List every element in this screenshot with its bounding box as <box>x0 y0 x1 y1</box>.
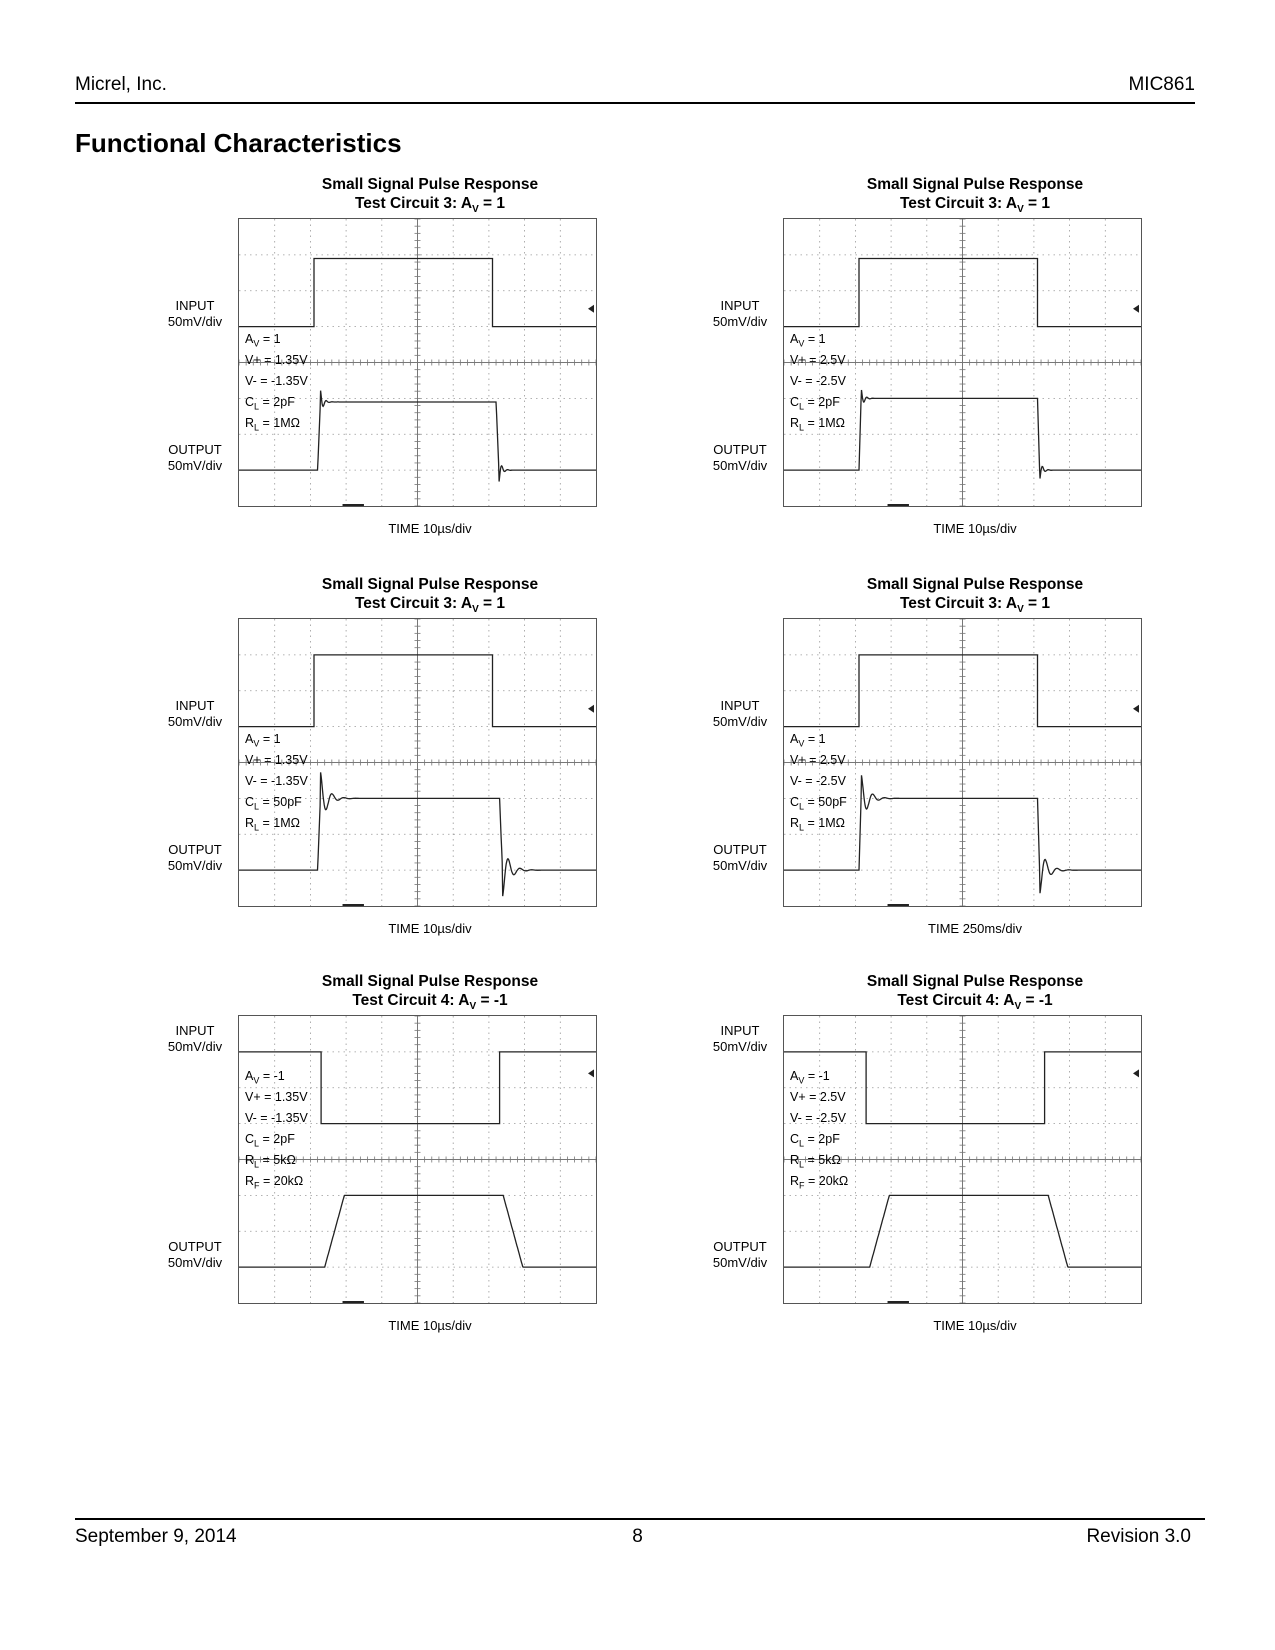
scope-screen <box>238 618 597 907</box>
test-condition <box>790 1089 848 1110</box>
input-channel-label <box>701 298 779 330</box>
chart-title-line1: Small Signal Pulse Response <box>866 973 1084 990</box>
trigger-level-marker <box>588 1069 594 1077</box>
x-axis-label: TIME 10µs/div <box>933 521 1017 536</box>
chart-subtitle-sub: V <box>472 604 479 616</box>
output-label-scale: 50mV/div <box>167 457 223 473</box>
condition-main: V+ = 1.35V <box>245 753 308 767</box>
condition-tail: = 2pF <box>259 1132 295 1146</box>
chart-title-line1: Small Signal Pulse Response <box>321 973 539 990</box>
input-label-scale: 50mV/div <box>712 714 768 730</box>
footer-rule <box>75 1518 1205 1520</box>
condition-tail: = 1 <box>259 732 281 746</box>
chart-subtitle-tail: = -1 <box>1021 992 1053 1009</box>
condition-tail: = 1MΩ <box>259 816 301 830</box>
chart-subtitle-main: Test Circuit 3: A <box>354 195 473 212</box>
chart-subtitle-tail: = 1 <box>478 595 506 612</box>
x-axis-label: TIME 10µs/div <box>388 521 472 536</box>
input-channel-label <box>701 1023 779 1055</box>
condition-main: A <box>245 332 254 346</box>
input-label-name: INPUT <box>720 1023 760 1039</box>
test-condition <box>245 794 308 815</box>
chart-subtitle-main: Test Circuit 4: A <box>897 992 1015 1009</box>
output-label-name: OUTPUT <box>168 1238 222 1254</box>
output-label-scale: 50mV/div <box>712 857 768 873</box>
trigger-level-marker <box>1133 1069 1139 1077</box>
test-condition <box>790 415 846 436</box>
chart-title-line2 <box>170 594 690 619</box>
condition-tail: = 1MΩ <box>804 816 846 830</box>
scope-screen <box>238 218 597 507</box>
condition-sub: L <box>799 822 805 833</box>
output-channel-label <box>156 842 234 874</box>
condition-sub: V <box>253 738 260 749</box>
output-label-name: OUTPUT <box>713 1238 767 1254</box>
trigger-level-marker <box>588 705 594 713</box>
chart-subtitle-sub: V <box>1014 1001 1022 1013</box>
condition-tail: = 5kΩ <box>804 1153 841 1167</box>
output-label-name: OUTPUT <box>168 841 222 857</box>
header-rule <box>75 102 1195 104</box>
test-condition <box>790 1131 848 1152</box>
test-condition <box>245 752 308 773</box>
condition-main: C <box>790 1132 800 1146</box>
input-label-scale: 50mV/div <box>167 1039 223 1055</box>
condition-sub: V <box>798 338 805 349</box>
chart-subtitle-main: Test Circuit 3: A <box>899 195 1018 212</box>
condition-main: R <box>790 1153 800 1167</box>
output-label-name: OUTPUT <box>713 841 767 857</box>
chart-subtitle-tail: = 1 <box>1023 195 1051 212</box>
input-label-scale: 50mV/div <box>167 714 223 730</box>
test-condition <box>790 352 846 373</box>
condition-main: V+ = 1.35V <box>245 353 308 367</box>
condition-sub: L <box>254 822 260 833</box>
condition-main: A <box>790 1069 799 1083</box>
input-label-name: INPUT <box>720 298 760 314</box>
chart-title-line1: Small Signal Pulse Response <box>866 576 1084 593</box>
chart-title-line1: Small Signal Pulse Response <box>866 176 1084 193</box>
condition-tail: = 20kΩ <box>804 1174 849 1188</box>
chart-title <box>715 972 1235 1016</box>
output-label-scale: 50mV/div <box>167 1254 223 1270</box>
scope-screen <box>783 1015 1142 1304</box>
condition-tail: = 2pF <box>804 1132 840 1146</box>
test-condition <box>245 773 308 794</box>
input-channel-label <box>156 1023 234 1055</box>
condition-main: V+ = 2.5V <box>790 353 846 367</box>
output-label-scale: 50mV/div <box>167 857 223 873</box>
chart-title-line2 <box>715 991 1235 1016</box>
test-condition <box>790 731 847 752</box>
chart-title-line1: Small Signal Pulse Response <box>321 576 539 593</box>
input-label-scale: 50mV/div <box>167 314 223 330</box>
scope-chart <box>712 575 1235 960</box>
condition-sub: F <box>254 1180 260 1191</box>
condition-main: A <box>245 1069 254 1083</box>
condition-main: C <box>245 1132 255 1146</box>
condition-main: A <box>790 332 799 346</box>
test-condition <box>245 1173 308 1194</box>
condition-main: R <box>245 816 255 830</box>
condition-main: V+ = 1.35V <box>245 1090 308 1104</box>
condition-tail: = 5kΩ <box>259 1153 296 1167</box>
test-condition <box>245 415 308 436</box>
header-company: Micrel, Inc. <box>75 74 167 95</box>
output-channel-label <box>156 442 234 474</box>
condition-tail: = 20kΩ <box>259 1174 304 1188</box>
test-condition <box>245 373 308 394</box>
test-condition <box>790 794 847 815</box>
scope-screen <box>783 218 1142 507</box>
condition-main: R <box>245 1153 255 1167</box>
scope-chart <box>167 175 690 560</box>
condition-sub: L <box>254 801 260 812</box>
condition-tail: = 1MΩ <box>259 416 301 430</box>
output-label-scale: 50mV/div <box>712 457 768 473</box>
condition-sub: L <box>799 401 805 412</box>
condition-main: R <box>790 1174 800 1188</box>
chart-subtitle-tail: = 1 <box>478 195 506 212</box>
condition-sub: V <box>253 338 260 349</box>
condition-tail: = 1MΩ <box>804 416 846 430</box>
condition-main: A <box>245 732 254 746</box>
test-condition <box>245 1152 308 1173</box>
test-condition <box>245 331 308 352</box>
test-conditions <box>245 731 308 836</box>
chart-subtitle-tail: = 1 <box>1023 595 1051 612</box>
test-conditions <box>790 1068 848 1194</box>
output-channel-label <box>701 442 779 474</box>
test-condition <box>245 1089 308 1110</box>
condition-tail: = 1 <box>804 332 826 346</box>
condition-tail: = 2pF <box>259 395 295 409</box>
scope-chart <box>167 972 690 1357</box>
condition-tail: = 1 <box>804 732 826 746</box>
output-label-name: OUTPUT <box>168 441 222 457</box>
condition-main: A <box>790 732 799 746</box>
condition-main: C <box>245 795 255 809</box>
output-label-name: OUTPUT <box>713 441 767 457</box>
scope-screen <box>783 618 1142 907</box>
condition-main: V- = -1.35V <box>245 1111 308 1125</box>
condition-tail: = 50pF <box>259 795 302 809</box>
condition-main: V+ = 2.5V <box>790 753 846 767</box>
input-label-name: INPUT <box>175 298 215 314</box>
chart-title <box>170 972 690 1016</box>
output-channel-label <box>701 842 779 874</box>
test-condition <box>245 815 308 836</box>
condition-sub: L <box>799 422 805 433</box>
condition-tail: = 2pF <box>804 395 840 409</box>
condition-main: V- = -2.5V <box>790 774 846 788</box>
input-channel-label <box>156 698 234 730</box>
condition-sub: L <box>254 422 260 433</box>
test-condition <box>790 331 846 352</box>
trigger-level-marker <box>1133 305 1139 313</box>
condition-main: R <box>790 416 800 430</box>
scope-chart <box>167 575 690 960</box>
test-condition <box>790 1152 848 1173</box>
condition-main: C <box>245 395 255 409</box>
condition-main: V+ = 2.5V <box>790 1090 846 1104</box>
test-conditions <box>790 331 846 436</box>
footer-page-number: 8 <box>632 1526 643 1547</box>
input-label-name: INPUT <box>720 698 760 714</box>
chart-title <box>170 575 690 619</box>
condition-sub: L <box>799 801 805 812</box>
condition-main: C <box>790 795 800 809</box>
condition-sub: L <box>799 1138 805 1149</box>
chart-title <box>715 175 1235 219</box>
x-axis-label: TIME 10µs/div <box>933 1318 1017 1333</box>
section-title: Functional Characteristics <box>75 128 402 158</box>
output-label-scale: 50mV/div <box>712 1254 768 1270</box>
scope-chart <box>712 972 1235 1357</box>
test-condition <box>245 352 308 373</box>
condition-main: R <box>245 1174 255 1188</box>
trigger-level-marker <box>588 305 594 313</box>
test-condition <box>245 731 308 752</box>
scope-screen <box>238 1015 597 1304</box>
chart-title <box>715 575 1235 619</box>
output-channel-label <box>701 1239 779 1271</box>
test-condition <box>245 1131 308 1152</box>
chart-subtitle-main: Test Circuit 3: A <box>899 595 1018 612</box>
trigger-level-marker <box>1133 705 1139 713</box>
chart-subtitle-main: Test Circuit 3: A <box>354 595 473 612</box>
x-axis-label: TIME 10µs/div <box>388 1318 472 1333</box>
footer-revision: Revision 3.0 <box>1086 1526 1191 1547</box>
condition-sub: V <box>253 1075 260 1086</box>
output-channel-label <box>156 1239 234 1271</box>
scope-chart <box>712 175 1235 560</box>
input-label-scale: 50mV/div <box>712 314 768 330</box>
test-condition <box>790 752 847 773</box>
input-label-scale: 50mV/div <box>712 1039 768 1055</box>
chart-subtitle-sub: V <box>1017 204 1024 216</box>
test-condition <box>245 394 308 415</box>
test-condition <box>245 1110 308 1131</box>
x-axis-label: TIME 10µs/div <box>388 921 472 936</box>
input-channel-label <box>156 298 234 330</box>
condition-main: C <box>790 395 800 409</box>
x-axis-label: TIME 250ms/div <box>928 921 1022 936</box>
chart-subtitle-sub: V <box>472 204 479 216</box>
chart-title-line1: Small Signal Pulse Response <box>321 176 539 193</box>
test-conditions <box>245 331 308 436</box>
condition-sub: V <box>798 738 805 749</box>
input-channel-label <box>701 698 779 730</box>
condition-sub: L <box>254 1138 260 1149</box>
footer-date: September 9, 2014 <box>75 1526 237 1547</box>
test-condition <box>245 1068 308 1089</box>
condition-main: R <box>245 416 255 430</box>
chart-title-line2 <box>170 194 690 219</box>
input-label-name: INPUT <box>175 1023 215 1039</box>
condition-main: V- = -1.35V <box>245 374 308 388</box>
condition-tail: = -1 <box>804 1069 830 1083</box>
condition-tail: = 50pF <box>804 795 847 809</box>
condition-sub: L <box>254 1159 260 1170</box>
chart-subtitle-sub: V <box>1017 604 1024 616</box>
condition-main: R <box>790 816 800 830</box>
condition-main: V- = -2.5V <box>790 1111 846 1125</box>
condition-tail: = 1 <box>259 332 281 346</box>
condition-tail: = -1 <box>259 1069 285 1083</box>
chart-subtitle-main: Test Circuit 4: A <box>352 992 470 1009</box>
test-conditions <box>245 1068 308 1194</box>
condition-main: V- = -1.35V <box>245 774 308 788</box>
test-condition <box>790 1173 848 1194</box>
test-condition <box>790 773 847 794</box>
chart-subtitle-tail: = -1 <box>476 992 508 1009</box>
header-part-number: MIC861 <box>1128 74 1195 95</box>
test-condition <box>790 394 846 415</box>
test-condition <box>790 1110 848 1131</box>
condition-sub: L <box>799 1159 805 1170</box>
test-condition <box>790 815 847 836</box>
condition-sub: F <box>799 1180 805 1191</box>
chart-title-line2 <box>715 594 1235 619</box>
test-condition <box>790 373 846 394</box>
chart-title-line2 <box>715 194 1235 219</box>
input-label-name: INPUT <box>175 698 215 714</box>
chart-subtitle-sub: V <box>469 1001 477 1013</box>
condition-sub: L <box>254 401 260 412</box>
condition-main: V- = -2.5V <box>790 374 846 388</box>
chart-title <box>170 175 690 219</box>
chart-title-line2 <box>170 991 690 1016</box>
condition-sub: V <box>798 1075 805 1086</box>
test-conditions <box>790 731 847 836</box>
test-condition <box>790 1068 848 1089</box>
